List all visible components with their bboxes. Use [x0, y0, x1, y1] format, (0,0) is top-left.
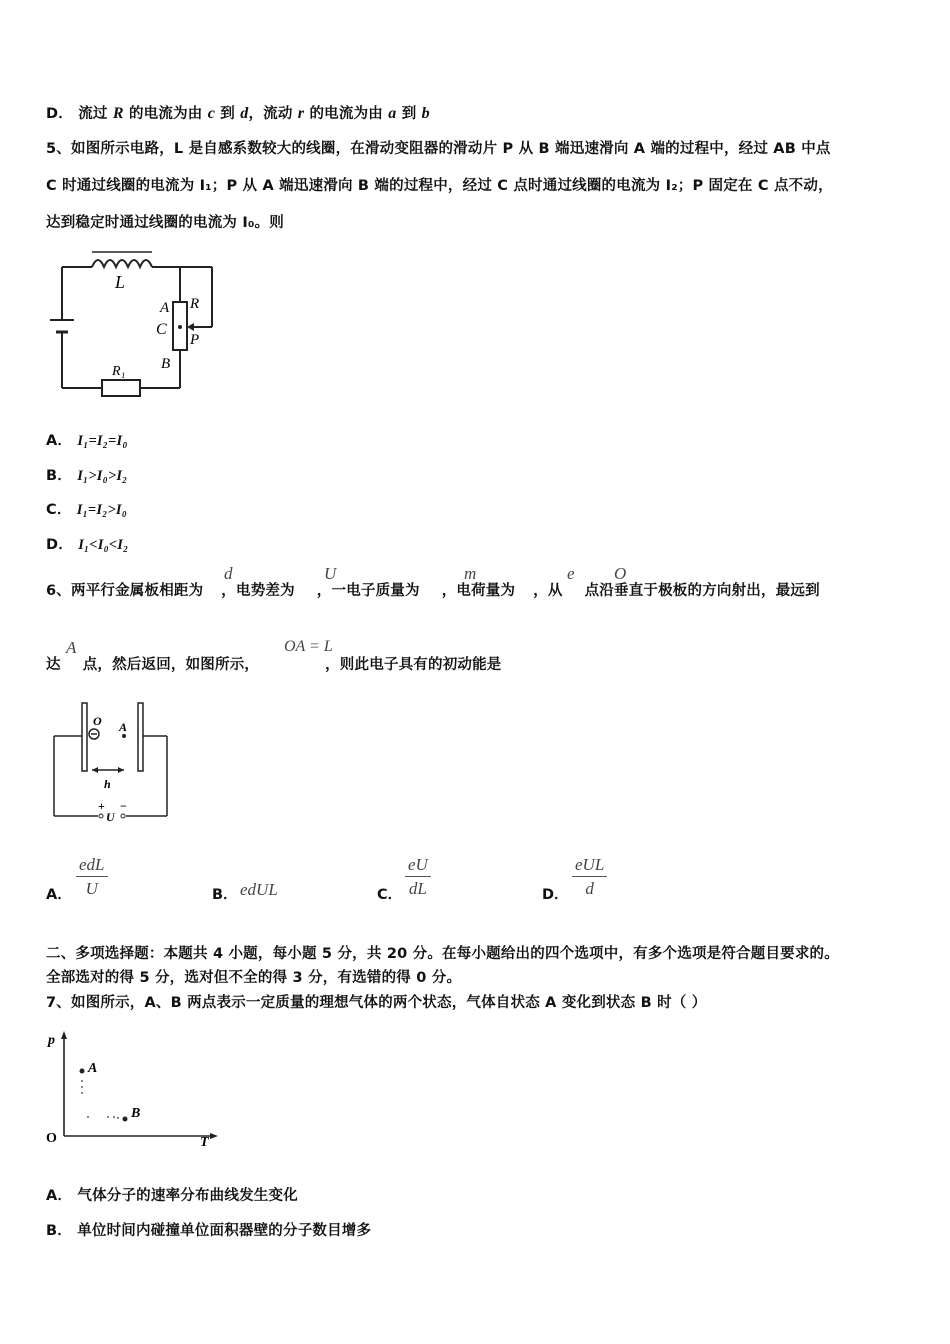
option-text: 气体分子的速率分布曲线发生变化	[77, 1188, 298, 1204]
numerator: eUL	[572, 854, 607, 877]
var-e: e	[567, 564, 575, 583]
q6-option-d-fraction	[572, 854, 607, 901]
label-B: B	[131, 1106, 141, 1121]
text-segment: ，一电子质量为	[316, 583, 420, 599]
option-label: D．	[46, 537, 73, 553]
text-segment: ，电势差为	[221, 583, 295, 599]
var-c: c	[207, 105, 216, 122]
text-segment: 点沿垂直于极板的方向射出，最远到	[584, 583, 820, 599]
option-text: I₁=I₂>I₀	[76, 502, 128, 518]
text-segment: 的电流为由	[309, 106, 383, 122]
label-T: T	[200, 1135, 209, 1148]
section2-heading-line2: 全部选对的得 5 分，选对但不全的得 3 分，有选错的得 0 分。	[46, 970, 462, 986]
label-h: h	[104, 777, 111, 791]
text-segment: ，则此电子具有的初动能是	[325, 657, 502, 673]
q4-option-d	[46, 102, 430, 123]
q5-option-b	[46, 464, 127, 485]
option-text: 单位时间内碰撞单位面积器壁的分子数目增多	[77, 1223, 372, 1239]
label-P: P	[190, 332, 200, 348]
var-A: A	[66, 638, 77, 657]
q5-stem-line1: 5、如图所示电路，L 是自感系数较大的线圈，在滑动变阻器的滑动片 P 从 B 端迅速滑向 A 端的过程中，经过 AB 中点	[46, 141, 831, 157]
q5-stem-line3: 达到稳定时通过线圈的电流为 I₀。则	[46, 215, 284, 231]
label-p: p	[48, 1033, 55, 1048]
q6-option-c-label: C．	[377, 887, 403, 903]
option-text: I₁=I₂=I₀	[77, 433, 128, 449]
option-text: I₁>I₀>I₂	[77, 468, 128, 484]
var-U: U	[324, 564, 337, 583]
label-A: A	[88, 1061, 98, 1076]
option-label: B．	[46, 1223, 72, 1239]
q5-stem-line2: C 时通过线圈的电流为 I₁；P 从 A 端迅速滑向 B 端的过程中，经过 C 点时通过线圈的电流为 I₂；P 固定在 C 点不动，	[46, 178, 833, 194]
q6-option-a-label: A．	[46, 887, 72, 903]
text-segment: 点，然后返回，如图所示，	[82, 657, 260, 673]
plus-sign: +	[98, 799, 105, 813]
denominator: d	[585, 879, 594, 898]
option-label: C．	[46, 502, 72, 518]
section2-heading-line1: 二、多项选择题：本题共 4 小题，每小题 5 分，共 20 分。在每小题给出的四个选项中，有多个选项是符合题目要求的。	[46, 946, 839, 962]
q6-option-c-fraction	[405, 854, 431, 901]
option-label: A．	[46, 1188, 73, 1204]
option-label: B．	[46, 468, 72, 484]
q6-option-b-label: B．	[212, 887, 238, 903]
var-a: a	[388, 105, 397, 122]
var-O: O	[614, 564, 627, 583]
label-C: C	[156, 321, 167, 338]
numerator: eU	[405, 854, 431, 877]
text-segment: ，电荷量为	[441, 583, 516, 599]
text-segment: 到	[220, 106, 235, 122]
var-r: r	[297, 105, 305, 122]
q6-option-d-label: D．	[542, 887, 569, 903]
var-d: d	[224, 564, 233, 583]
q6-stem-line1	[46, 579, 820, 600]
q5-option-a	[46, 429, 128, 450]
q7-option-b	[46, 1219, 371, 1240]
option-label: A．	[46, 433, 73, 449]
var-d: d	[240, 105, 249, 122]
denominator: U	[85, 879, 98, 898]
minus-sign: −	[120, 799, 127, 813]
label-L: L	[115, 272, 126, 292]
var-R: R	[112, 105, 124, 122]
text-segment: 的电流为由	[128, 106, 203, 122]
label-O: O	[46, 1131, 57, 1146]
option-text: I₁<I₀<I₂	[78, 537, 129, 553]
q6-plates-figure	[46, 698, 176, 828]
label-R1: R₁	[112, 364, 126, 379]
var-m: m	[464, 564, 477, 583]
q6-option-b-expr: edUL	[240, 880, 278, 899]
label-R: R	[190, 296, 200, 312]
text-segment: ，流动	[248, 106, 293, 122]
label-A: A	[119, 720, 128, 734]
q5-circuit-figure	[40, 240, 230, 410]
text-segment: 达	[46, 657, 61, 673]
denominator: dL	[408, 879, 427, 898]
text-segment: 流过	[78, 106, 108, 122]
q5-option-d	[46, 533, 128, 554]
q7-option-a	[46, 1184, 298, 1205]
q6-stem-line2	[46, 653, 502, 674]
label-A: A	[160, 300, 170, 316]
label-U: U	[106, 810, 115, 824]
var-b: b	[421, 105, 430, 122]
label-B: B	[161, 356, 171, 372]
q5-option-c	[46, 498, 127, 519]
text-segment: 到	[401, 106, 417, 122]
option-label: D．	[46, 106, 73, 122]
numerator: edL	[76, 854, 108, 877]
q7-stem: 7、如图所示，A、B 两点表示一定质量的理想气体的两个状态，气体自状态 A 变化到状态 B 时（ ）	[46, 995, 707, 1011]
q7-pT-graph	[42, 1026, 222, 1148]
text-segment: ，从	[533, 583, 563, 599]
text-segment: 6、两平行金属板相距为	[46, 583, 204, 599]
expr-OA-L: OA = L	[284, 638, 333, 655]
label-O: O	[93, 714, 102, 728]
q6-option-a-fraction	[76, 854, 108, 901]
